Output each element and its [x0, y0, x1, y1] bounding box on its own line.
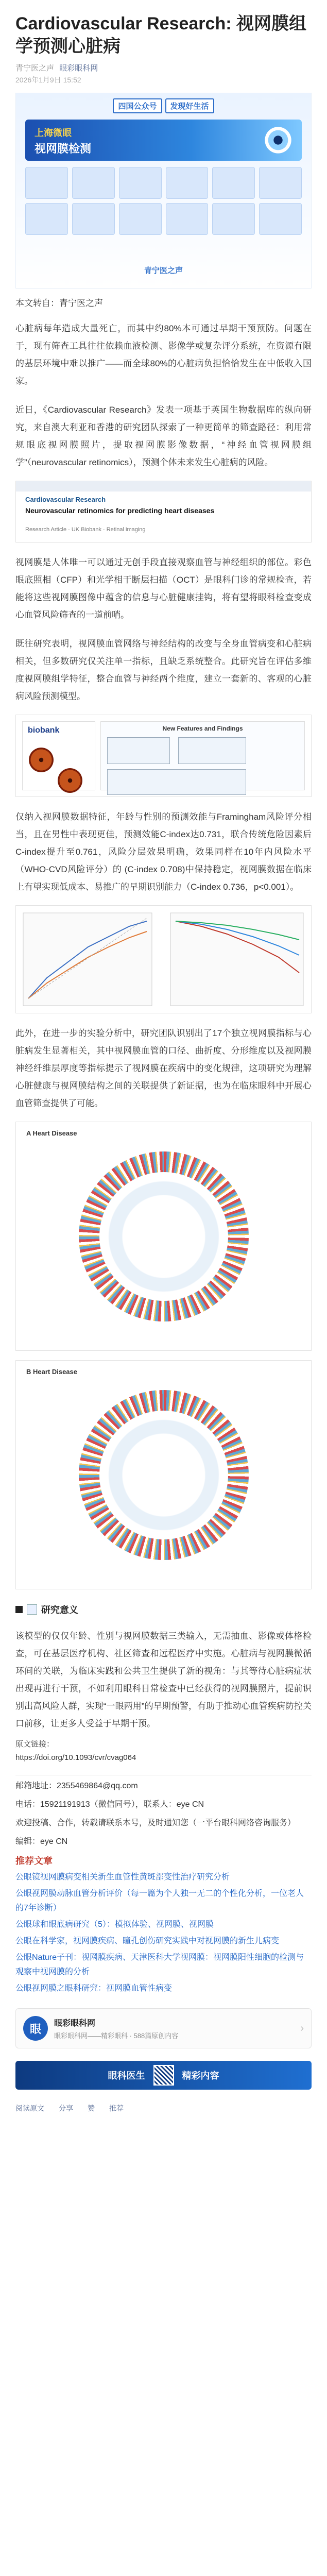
fundus-image-icon: [29, 748, 54, 772]
section-title: 研究意义: [41, 1605, 78, 1615]
read-more-link[interactable]: 阅读原文: [15, 2104, 44, 2112]
circos-ring-b: [79, 1390, 249, 1560]
recommend-item[interactable]: 公眼在科学家，视网膜疾病、瞳孔创伤研究实践中对视网膜的新生儿病变: [15, 1937, 280, 1945]
end-banner: [15, 2061, 312, 2090]
circos-plot-a-image[interactable]: [15, 1122, 312, 1351]
poster-chip-1: 四国公众号: [113, 98, 162, 113]
poster-thumbnail-grid: [25, 167, 302, 235]
poster-thumb: [259, 167, 302, 199]
poster-thumb: [166, 203, 209, 235]
chart-panel-left: [23, 913, 152, 1006]
poster-thumb: [259, 203, 302, 235]
spacer: [0, 2113, 327, 2576]
poster-chip-2: 发现好生活: [165, 98, 214, 113]
square-bullet-icon: [15, 1606, 23, 1613]
paper-authors: Research Article · UK Biobank · Retinal imaging: [25, 527, 146, 533]
account-link[interactable]: 眼彩眼科网: [59, 64, 98, 73]
biobank-panel: [22, 721, 95, 790]
eye-icon: [263, 125, 294, 156]
recommend-item[interactable]: 公眼视网膜动脉血管分析评价（每一篇为个人独一无二的个性化分析，一位老人的7年诊断）: [15, 1889, 304, 1912]
chevron-right-icon: ›: [300, 2022, 304, 2034]
recommend-item[interactable]: 公眼视网膜之眼科研究：视网膜血管性病变: [15, 1984, 173, 1993]
cover-poster: [15, 93, 312, 289]
contact-email: 邮箱地址：2355469864@qq.com: [15, 1782, 138, 1790]
paragraph-4: 既往研究表明，视网膜血管网络与神经结构的改变与全身血管病变和心脏病相关，但多数研究仅关注单一指标，且缺乏系统整合。此研究旨在评估多维度视网膜组学特征，整合血管与神经两个维度，建立一套新的、客观的心脏病风险预测模型。: [15, 639, 312, 701]
paragraph-6: 此外，在进一步的实验分析中，研究团队识别出了17个独立视网膜指标与心脏病发生显著相关，其中视网膜血管的口径、曲折度、分形维度以及视网膜神经纤维层厚度等指标提示了视网膜在疾病中的变化规律，这项研究为理解心脏健康与视网膜结构之间的关联提供了新证据，也为在临床眼科中开展心血管筛查提供了可能。: [15, 1028, 312, 1108]
paper-header-image[interactable]: [15, 481, 312, 543]
account-card[interactable]: [15, 2008, 312, 2048]
paragraph-7: 该模型的仅仅年龄、性别与视网膜数据三类输入，无需抽血、影像或体格检查，可在基层医疗机构、社区筛查和远程医疗中实施。心脏病与视网膜微循环间的关联，为临床实践和公共卫生提供了新的视角：与其等待心脏病症状出现再进行干预，不如利用眼科日常检查中已经获得的视网膜照片，提前识别出高风险人群，实现“一眼两用”的早期预警，有助于推动心血管疾病防控关口前移，让更多人受益于早期干预。: [15, 1631, 312, 1728]
poster-thumb: [166, 167, 209, 199]
source-link: [15, 1738, 312, 1765]
paragraph-5: 仅纳入视网膜数据特征，年龄与性别的预测效能与Framingham风险评分相当，且在男性中表现更佳，预测效能C-index达0.731，联合传统危险因素后C-index提升至0.761，风险分层效果明确，效果同样在10年内风险水平（WHO-CVD风险评分）的 (C-index 0.708)中保持稳定，视网膜数据在临床上有望实现低成本、易推广的早期识别能力（C-index 0.736，p<0.001）。: [15, 812, 312, 892]
source-label: 原文链接：: [15, 1740, 55, 1749]
paper-journal: Cardiovascular Research: [25, 496, 106, 503]
contact-block: [0, 1778, 327, 1850]
contact-editor: 编辑：eye CN: [15, 1837, 68, 1846]
book-icon: [27, 1604, 37, 1615]
share-button[interactable]: 分享: [59, 2104, 73, 2112]
recommend-list: [15, 1869, 312, 1997]
contact-note: 欢迎投稿、合作，转载请联系本号，及时通知您（一平台眼科网络咨询服务）: [15, 1819, 296, 1827]
article-title: Cardiovascular Research: 视网膜组学预测心脏病: [15, 14, 306, 56]
findings-box: [178, 737, 246, 764]
circos-ring-a: [79, 1151, 249, 1321]
paragraph-3: 视网膜是人体唯一可以通过无创手段直接观察血管与神经组织的部位。彩色眼底照相（CFP）和光学相干断层扫描（OCT）是眼科门诊的常规检查，若能将这些视网膜图像中蕴含的信息与心脏健康挂钩，将有望将眼科检查变成心血管风险筛查的一道前哨。: [15, 557, 312, 620]
publish-time: 2026年1月9日 15:52: [15, 76, 81, 84]
poster-thumb: [25, 167, 68, 199]
graphical-abstract-image[interactable]: [15, 715, 312, 797]
paper-header-bar: [16, 481, 311, 492]
section-heading: [15, 1603, 312, 1616]
end-banner-text-2: 精彩内容: [182, 2071, 219, 2081]
poster-thumb: [119, 167, 162, 199]
poster-banner-title-1: 上海微眼: [35, 128, 72, 138]
poster-thumb: [25, 203, 68, 235]
poster-thumb: [212, 203, 255, 235]
account-card-name: 眼彩眼科网: [54, 2019, 96, 2028]
fundus-image-icon: [58, 768, 82, 793]
recommend-button[interactable]: 推荐: [109, 2104, 124, 2112]
article-actions: [15, 2103, 312, 2113]
author-line: 本文转自：青宁医之声: [15, 298, 103, 308]
like-button[interactable]: 赞: [88, 2104, 95, 2112]
findings-panel: [100, 721, 305, 790]
poster-banner-title-2: 视网膜检测: [35, 142, 92, 155]
qr-code-icon: [153, 2065, 174, 2086]
findings-box: [107, 769, 246, 795]
poster-thumb: [72, 203, 115, 235]
findings-box: [107, 737, 170, 764]
account-avatar: 眼: [23, 2016, 48, 2041]
recommend-item[interactable]: 公眼Nature子刊：视网膜疾病、天津医科大学视网膜：视网膜阳性细胞的检测与观察中视网膜的分析: [15, 1953, 304, 1976]
results-chart-image[interactable]: [15, 905, 312, 1013]
findings-title: New Features and Findings: [162, 725, 243, 732]
circos-a-label: A Heart Disease: [26, 1129, 77, 1137]
poster-footer: 青宁医之声: [144, 266, 183, 275]
poster-thumb: [212, 167, 255, 199]
biobank-logo: biobank: [28, 726, 60, 735]
contact-phone: 电话：15921191913（微信同号），联系人：eye CN: [15, 1800, 204, 1809]
paper-title: Neurovascular retinomics for predicting heart diseases: [25, 506, 215, 515]
circos-b-label: B Heart Disease: [26, 1368, 77, 1376]
account-card-desc: 眼彩眼科网——精彩眼科 · 588篇原创内容: [54, 2032, 179, 2040]
paragraph-1: 心脏病每年造成大量死亡，而其中约80%本可通过早期干预预防。问题在于，现有筛查工具往往依赖血液检测、影像学或复杂评分系统，在资源有限的基层环境中难以推广——而全球80%的心脏病负担恰恰发生在中低收入国家。: [15, 324, 312, 386]
poster-thumb: [119, 203, 162, 235]
circos-plot-b-image[interactable]: [15, 1360, 312, 1589]
recommend-item[interactable]: 公眼球和眼底病研究（5）：模拟体验、视网膜、视网膜: [15, 1920, 214, 1929]
poster-banner: [25, 120, 302, 161]
author-prefix: 青宁医之声: [15, 64, 55, 73]
poster-thumb: [72, 167, 115, 199]
article-meta: [0, 63, 327, 86]
recommend-item[interactable]: 公眼镜视网膜病变相关新生血管性黄斑部变性治疗研究分析: [15, 1873, 230, 1882]
results-chart-svg: [16, 906, 311, 1013]
paragraph-2: 近日，《Cardiovascular Research》发表一项基于英国生物数据库的纵向研究，来自澳大利亚和香港的研究团队探索了一种更简单的筛查路径：利用常规眼底视网膜照片，提取视网膜影像数据，“神经血管视网膜组学”（neurovascular retinomics），预测个体未来发生心脏病的风险。: [15, 405, 312, 467]
recommend-title: 推荐文章: [15, 1856, 53, 1866]
account-card-text: [54, 2016, 178, 2040]
source-url[interactable]: https://doi.org/10.1093/cvr/cvag064: [15, 1753, 136, 1762]
end-banner-text-1: 眼科医生: [108, 2071, 145, 2081]
